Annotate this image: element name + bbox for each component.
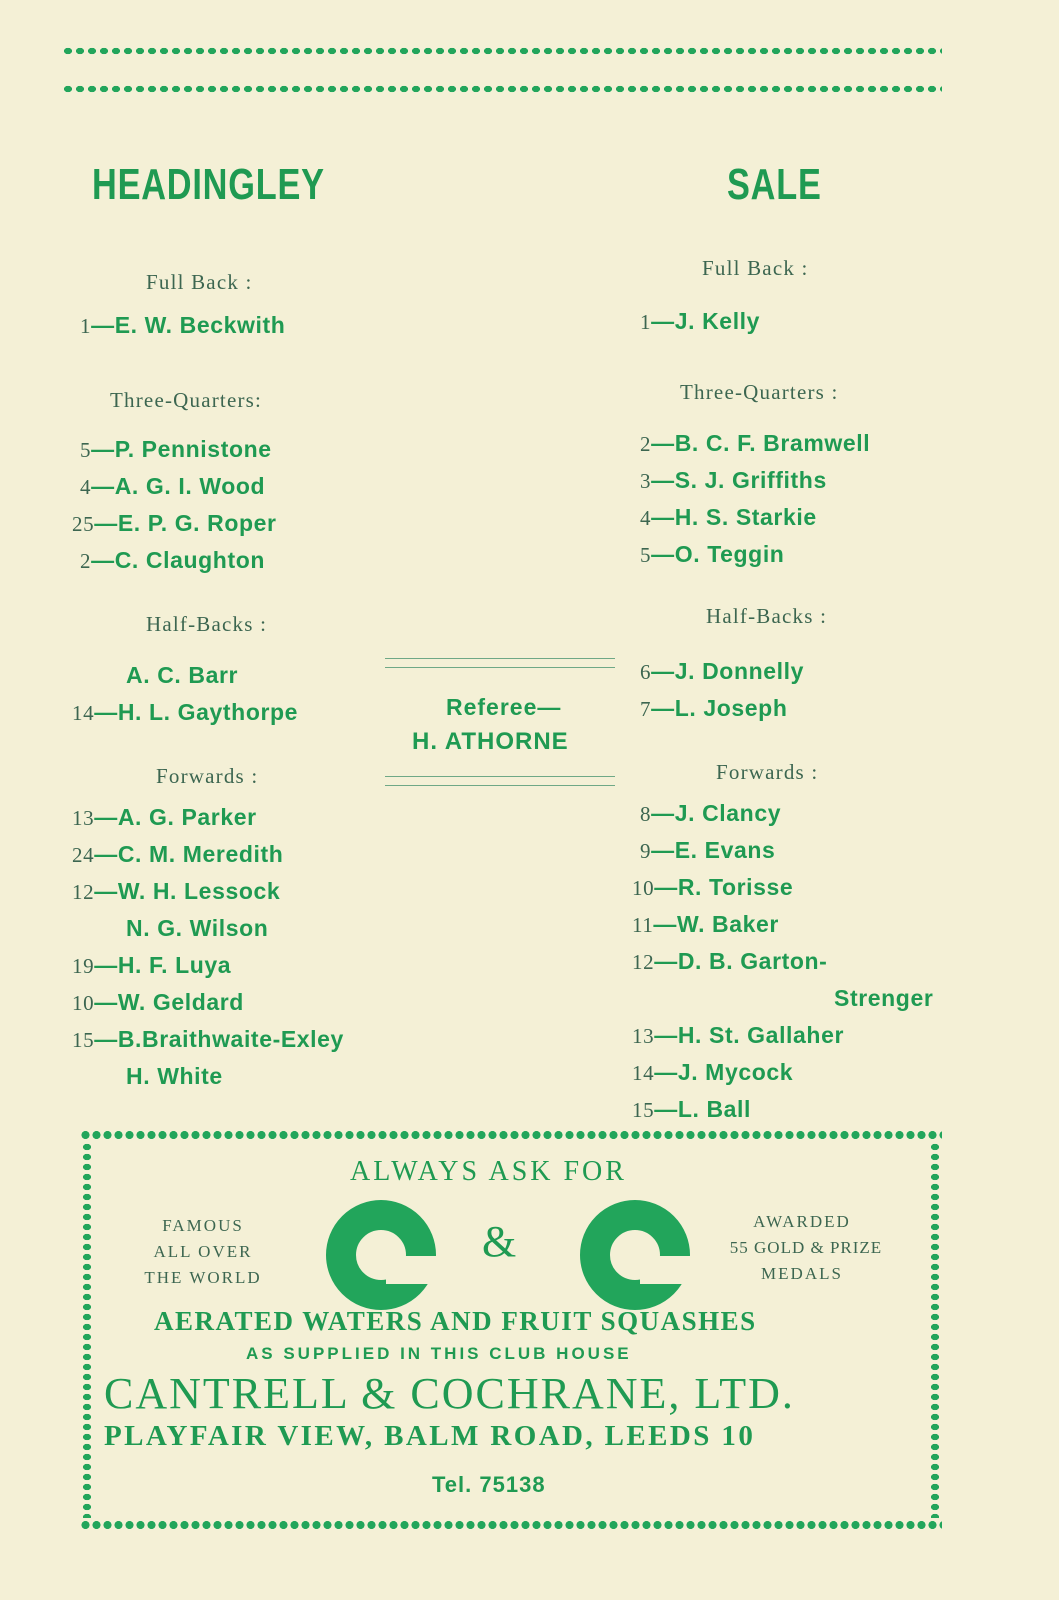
player-name: B. C. F. Bramwell bbox=[674, 430, 871, 456]
player-name: H. L. Gaythorpe bbox=[117, 699, 299, 725]
number-dash: — bbox=[651, 504, 675, 530]
player-number: 12 bbox=[72, 880, 95, 904]
player-name: O. Teggin bbox=[674, 541, 785, 567]
player-number: 25 bbox=[72, 512, 95, 536]
player-row bbox=[640, 695, 787, 722]
player-name: D. B. Garton- bbox=[677, 948, 828, 974]
player-row bbox=[640, 800, 781, 827]
number-dash: — bbox=[653, 911, 678, 937]
player-row bbox=[126, 662, 238, 689]
number-dash: — bbox=[94, 699, 118, 725]
player-name: Strenger bbox=[834, 985, 934, 1011]
player-number: 19 bbox=[72, 954, 95, 978]
player-number: 5 bbox=[640, 543, 652, 567]
player-row bbox=[632, 948, 827, 975]
ad-border-top bbox=[80, 1128, 942, 1142]
number-dash: — bbox=[651, 430, 675, 456]
player-number: 11 bbox=[632, 913, 654, 937]
player-number: 4 bbox=[80, 475, 92, 499]
player-number: 4 bbox=[640, 506, 652, 530]
player-row bbox=[640, 658, 804, 685]
number-dash: — bbox=[651, 837, 675, 863]
player-name: P. Pennistone bbox=[114, 436, 272, 462]
sale-half-backs-heading: Half-Backs : bbox=[706, 604, 828, 628]
player-name: S. J. Griffiths bbox=[674, 467, 827, 493]
headingley-title: HEADINGLEY bbox=[92, 160, 325, 209]
number-dash: — bbox=[651, 695, 675, 721]
referee-name: H. ATHORNE bbox=[412, 728, 569, 755]
player-number: 6 bbox=[640, 660, 652, 684]
sale-title: SALE bbox=[727, 160, 822, 209]
player-name: A. C. Barr bbox=[126, 662, 239, 688]
player-number: 12 bbox=[632, 950, 655, 974]
number-dash: — bbox=[651, 467, 675, 493]
player-row bbox=[640, 430, 870, 457]
ad-supplied-line: AS SUPPLIED IN THIS CLUB HOUSE bbox=[246, 1344, 632, 1363]
player-number: 5 bbox=[80, 438, 92, 462]
number-dash: — bbox=[654, 1022, 678, 1048]
player-name: W. H. Lessock bbox=[117, 878, 281, 904]
player-row bbox=[632, 1022, 844, 1049]
number-dash: — bbox=[654, 1096, 678, 1122]
player-row bbox=[72, 510, 277, 537]
ad-headline: ALWAYS ASK FOR bbox=[350, 1156, 627, 1187]
player-row bbox=[632, 1096, 751, 1123]
brand-c-left-logo bbox=[326, 1200, 436, 1310]
player-name: J. Donnelly bbox=[674, 658, 805, 684]
headingley-full-back-heading: Full Back : bbox=[146, 270, 253, 294]
ad-company-name: CANTRELL & COCHRANE, LTD. bbox=[104, 1369, 795, 1418]
player-row bbox=[72, 878, 280, 905]
headingley-three-quarters-heading: Three-Quarters: bbox=[110, 388, 263, 412]
player-number: 13 bbox=[632, 1024, 655, 1048]
ad-phone: Tel. 75138 bbox=[432, 1472, 546, 1497]
player-row bbox=[640, 837, 775, 864]
player-name: L. Joseph bbox=[674, 695, 788, 721]
player-row bbox=[126, 915, 268, 942]
brand-c-right-logo bbox=[580, 1200, 690, 1310]
top-border-row-2 bbox=[62, 82, 942, 96]
ad-address: PLAYFAIR VIEW, BALM ROAD, LEEDS 10 bbox=[104, 1420, 756, 1452]
ad-border-right bbox=[928, 1142, 942, 1518]
number-dash: — bbox=[94, 804, 118, 830]
number-dash: — bbox=[94, 841, 118, 867]
player-name: A. G. I. Wood bbox=[114, 473, 266, 499]
headingley-half-backs-heading: Half-Backs : bbox=[146, 612, 268, 636]
ad-left-tagline-3: THE WORLD bbox=[144, 1268, 262, 1287]
ad-border-left bbox=[80, 1142, 94, 1518]
player-number: 3 bbox=[640, 469, 652, 493]
ad-border-bottom bbox=[80, 1518, 942, 1532]
player-row bbox=[72, 804, 257, 831]
player-name: H. White bbox=[126, 1063, 223, 1089]
player-name: C. M. Meredith bbox=[117, 841, 284, 867]
player-number: 14 bbox=[72, 701, 95, 725]
number-dash: — bbox=[91, 312, 115, 338]
player-name: C. Claughton bbox=[114, 547, 266, 573]
player-name: W. Baker bbox=[677, 911, 779, 937]
player-row bbox=[126, 1063, 223, 1090]
number-dash: — bbox=[91, 473, 115, 499]
referee-label: Referee— bbox=[446, 694, 562, 720]
player-number: 10 bbox=[72, 991, 95, 1015]
player-number: 13 bbox=[72, 806, 95, 830]
player-number: 7 bbox=[640, 697, 652, 721]
player-row bbox=[632, 1059, 793, 1086]
player-row bbox=[72, 952, 231, 979]
player-name: H. F. Luya bbox=[117, 952, 232, 978]
player-row bbox=[72, 989, 244, 1016]
player-number: 15 bbox=[632, 1098, 655, 1122]
player-row bbox=[80, 436, 272, 463]
player-name: E. P. G. Roper bbox=[117, 510, 277, 536]
player-number: 8 bbox=[640, 802, 652, 826]
player-name: E. Evans bbox=[674, 837, 776, 863]
player-row bbox=[80, 473, 265, 500]
ad-right-tagline-1: AWARDED bbox=[753, 1212, 851, 1231]
number-dash: — bbox=[91, 436, 115, 462]
number-dash: — bbox=[651, 541, 675, 567]
player-row bbox=[834, 985, 933, 1012]
number-dash: — bbox=[94, 989, 118, 1015]
player-name: N. G. Wilson bbox=[126, 915, 269, 941]
player-row bbox=[72, 1026, 344, 1053]
number-dash: — bbox=[94, 510, 118, 536]
player-name: B.Braithwaite-Exley bbox=[117, 1026, 344, 1052]
player-name: J. Clancy bbox=[674, 800, 782, 826]
brand-ampersand: & bbox=[482, 1217, 517, 1266]
player-row bbox=[72, 699, 298, 726]
player-name: A. G. Parker bbox=[117, 804, 257, 830]
player-number: 1 bbox=[80, 314, 92, 338]
player-name: J. Kelly bbox=[674, 308, 761, 334]
referee-rule-top bbox=[385, 658, 615, 668]
ad-left-tagline-2: ALL OVER bbox=[153, 1242, 253, 1261]
player-row bbox=[640, 308, 760, 335]
player-number: 10 bbox=[632, 876, 655, 900]
player-name: L. Ball bbox=[677, 1096, 752, 1122]
player-row bbox=[640, 541, 784, 568]
player-name: H. S. Starkie bbox=[674, 504, 817, 530]
top-border-row-1 bbox=[62, 44, 942, 58]
headingley-forwards-heading: Forwards : bbox=[156, 764, 259, 788]
cc-advertisement bbox=[80, 1128, 942, 1532]
number-dash: — bbox=[654, 1059, 678, 1085]
player-name: H. St. Gallaher bbox=[677, 1022, 845, 1048]
player-row bbox=[632, 911, 779, 938]
player-name: J. Mycock bbox=[677, 1059, 794, 1085]
player-row bbox=[640, 467, 827, 494]
player-row bbox=[80, 547, 265, 574]
player-number: 2 bbox=[640, 432, 652, 456]
player-row bbox=[632, 874, 793, 901]
player-row bbox=[80, 312, 285, 339]
number-dash: — bbox=[651, 658, 675, 684]
player-name: W. Geldard bbox=[117, 989, 244, 1015]
referee-rule-bottom bbox=[385, 776, 615, 786]
ad-left-tagline-1: FAMOUS bbox=[162, 1216, 244, 1235]
sale-three-quarters-heading: Three-Quarters : bbox=[680, 380, 839, 404]
player-number: 2 bbox=[80, 549, 92, 573]
number-dash: — bbox=[94, 878, 118, 904]
player-name: E. W. Beckwith bbox=[114, 312, 286, 338]
number-dash: — bbox=[651, 800, 675, 826]
ad-product-line: AERATED WATERS AND FRUIT SQUASHES bbox=[154, 1306, 757, 1336]
player-name: R. Torisse bbox=[677, 874, 794, 900]
number-dash: — bbox=[654, 874, 678, 900]
number-dash: — bbox=[94, 952, 118, 978]
player-number: 14 bbox=[632, 1061, 655, 1085]
number-dash: — bbox=[91, 547, 115, 573]
number-dash: — bbox=[651, 308, 675, 334]
number-dash: — bbox=[654, 948, 678, 974]
player-number: 1 bbox=[640, 310, 652, 334]
sale-full-back-heading: Full Back : bbox=[702, 256, 809, 280]
player-row bbox=[640, 504, 817, 531]
ad-right-tagline-2: 55 GOLD & PRIZE bbox=[729, 1238, 883, 1257]
player-row bbox=[72, 841, 283, 868]
player-number: 15 bbox=[72, 1028, 95, 1052]
player-number: 24 bbox=[72, 843, 95, 867]
sale-forwards-heading: Forwards : bbox=[716, 760, 819, 784]
ad-right-tagline-3: MEDALS bbox=[761, 1264, 843, 1283]
player-number: 9 bbox=[640, 839, 652, 863]
number-dash: — bbox=[94, 1026, 118, 1052]
